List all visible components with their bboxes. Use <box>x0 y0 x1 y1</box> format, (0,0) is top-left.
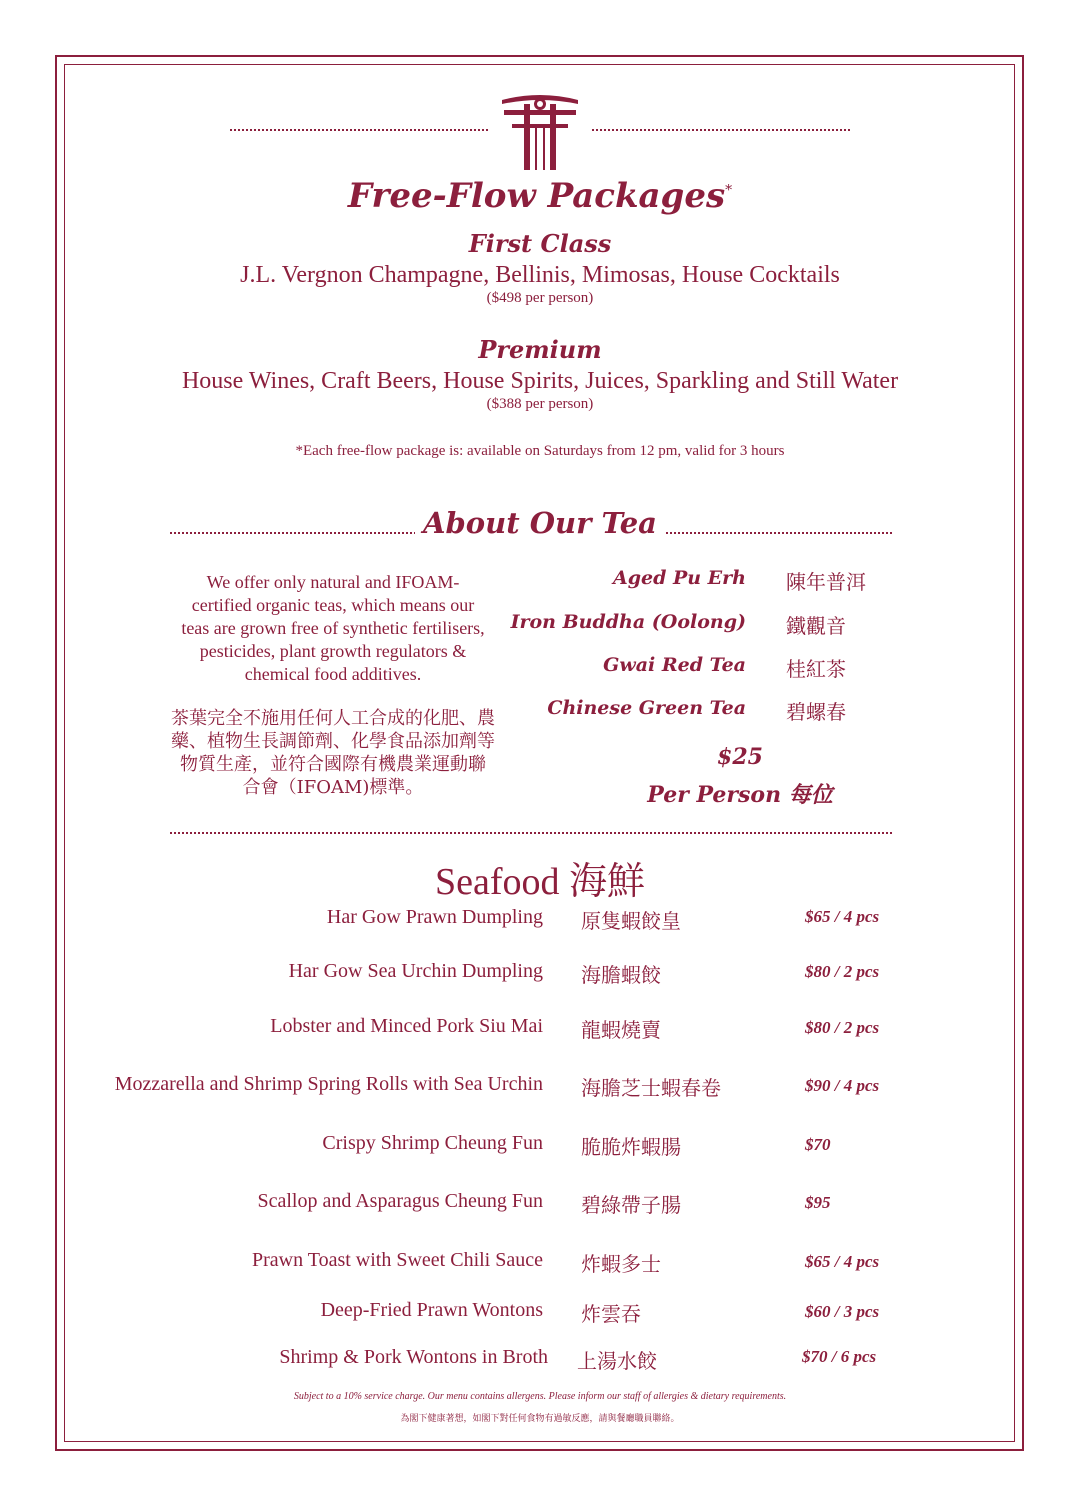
dish-name-zh: 龍蝦燒賣 <box>581 1018 661 1042</box>
dish-name-en: Crispy Shrimp Cheung Fun <box>322 1132 543 1154</box>
packages-title-asterisk: * <box>725 182 733 199</box>
tea-dotted-rule-bottom <box>170 832 892 834</box>
first-class-price: ($498 per person) <box>486 290 594 306</box>
dish-price: $60 / 3 pcs <box>805 1302 880 1321</box>
tea-section-title-text: About Our Tea <box>415 506 665 540</box>
packages-note: *Each free-flow package is: available on Saturdays from 12 pm, valid for 3 hours <box>295 443 785 459</box>
premium-price: ($388 per person) <box>486 396 594 412</box>
tea-desc-zh-line: 茶葉完全不施用任何人工合成的化肥、農 <box>171 708 495 729</box>
tea-price: $25 <box>717 744 763 770</box>
tea-desc-zh-line: 藥、植物生長調節劑、化學食品添加劑等 <box>171 731 495 752</box>
tea-item-zh: 鐵觀音 <box>786 614 846 638</box>
seafood-section-title: Seafood 海鮮 <box>434 861 646 903</box>
dish-price: $90 / 4 pcs <box>805 1076 880 1095</box>
dish-name-zh: 上湯水餃 <box>577 1349 657 1373</box>
tea-desc-en-line: pesticides, plant growth regulators & <box>199 641 467 661</box>
header-dotted-rule-left <box>230 129 488 131</box>
dish-name-en: Scallop and Asparagus Cheung Fun <box>257 1190 543 1212</box>
premium-title: Premium <box>478 335 602 364</box>
dish-name-en: Prawn Toast with Sweet Chili Sauce <box>252 1249 543 1271</box>
dish-name-zh: 海膽芝士蝦春卷 <box>581 1076 721 1100</box>
tea-section-title <box>0 506 1080 540</box>
first-class-items: J.L. Vergnon Champagne, Bellinis, Mimosas, House Cocktails <box>240 262 840 288</box>
dish-name-en: Mozzarella and Shrimp Spring Rolls with Sea Urchin <box>114 1073 543 1095</box>
dish-price: $65 / 4 pcs <box>805 1252 880 1271</box>
footer-disclaimer-en: Subject to a 10% service charge. Our menu contains allergens. Please inform our staff of allergies & dietary requirements. <box>293 1391 787 1402</box>
tea-description-en <box>160 571 506 686</box>
tea-item-en: Aged Pu Erh <box>612 567 746 589</box>
dish-price: $80 / 2 pcs <box>805 962 880 981</box>
tea-item-zh: 碧螺春 <box>786 700 846 724</box>
dish-price: $70 <box>805 1135 831 1154</box>
tea-desc-en-line: teas are grown free of synthetic fertilisers, <box>181 618 485 638</box>
dish-price: $65 / 4 pcs <box>805 907 880 926</box>
tea-item-zh: 陳年普洱 <box>786 570 866 594</box>
tea-desc-en-line: We offer only natural and IFOAM- <box>206 572 460 592</box>
dish-price: $80 / 2 pcs <box>805 1018 880 1037</box>
dish-name-zh: 炸蝦多士 <box>581 1252 661 1276</box>
first-class-title: First Class <box>468 229 612 258</box>
dish-name-en: Deep-Fried Prawn Wontons <box>320 1299 543 1321</box>
dish-name-zh: 碧綠帶子腸 <box>581 1193 681 1217</box>
tea-desc-zh-line: 合會（IFOAM)標準。 <box>242 777 424 798</box>
tea-item-en: Iron Buddha (Oolong) <box>510 611 746 633</box>
footer-disclaimer-zh: 為閣下健康著想，如閣下對任何食物有過敏反應，請與餐廳職員聯絡。 <box>400 1414 680 1424</box>
packages-title-text: Free-Flow Packages <box>347 176 726 216</box>
dish-name-zh: 炸雲吞 <box>581 1302 641 1326</box>
dish-name-en: Shrimp & Pork Wontons in Broth <box>279 1346 548 1368</box>
dish-name-en: Har Gow Prawn Dumpling <box>326 906 543 928</box>
packages-title <box>0 176 1080 216</box>
tea-description-zh <box>160 707 506 799</box>
dish-price: $70 / 6 pcs <box>802 1347 877 1366</box>
tea-item-zh: 桂紅茶 <box>786 657 846 681</box>
dish-name-zh: 海膽蝦餃 <box>581 963 661 987</box>
premium-items: House Wines, Craft Beers, House Spirits, Juices, Sparkling and Still Water <box>181 368 899 394</box>
pavilion-gate-logo-icon <box>500 92 580 170</box>
dish-name-en: Har Gow Sea Urchin Dumpling <box>288 960 543 982</box>
tea-item-en: Chinese Green Tea <box>547 697 746 719</box>
tea-per-person: Per Person 每位 <box>647 782 833 808</box>
tea-desc-en-line: chemical food additives. <box>244 664 422 684</box>
tea-desc-zh-line: 物質生產，並符合國際有機農業運動聯 <box>180 754 486 775</box>
dish-name-en: Lobster and Minced Pork Siu Mai <box>270 1015 543 1037</box>
dish-name-zh: 脆脆炸蝦腸 <box>581 1135 681 1159</box>
dish-name-zh: 原隻蝦餃皇 <box>581 909 681 933</box>
dish-price: $95 <box>805 1193 831 1212</box>
tea-item-en: Gwai Red Tea <box>603 654 746 676</box>
header-dotted-rule-right <box>592 129 850 131</box>
tea-desc-en-line: certified organic teas, which means our <box>191 595 475 615</box>
